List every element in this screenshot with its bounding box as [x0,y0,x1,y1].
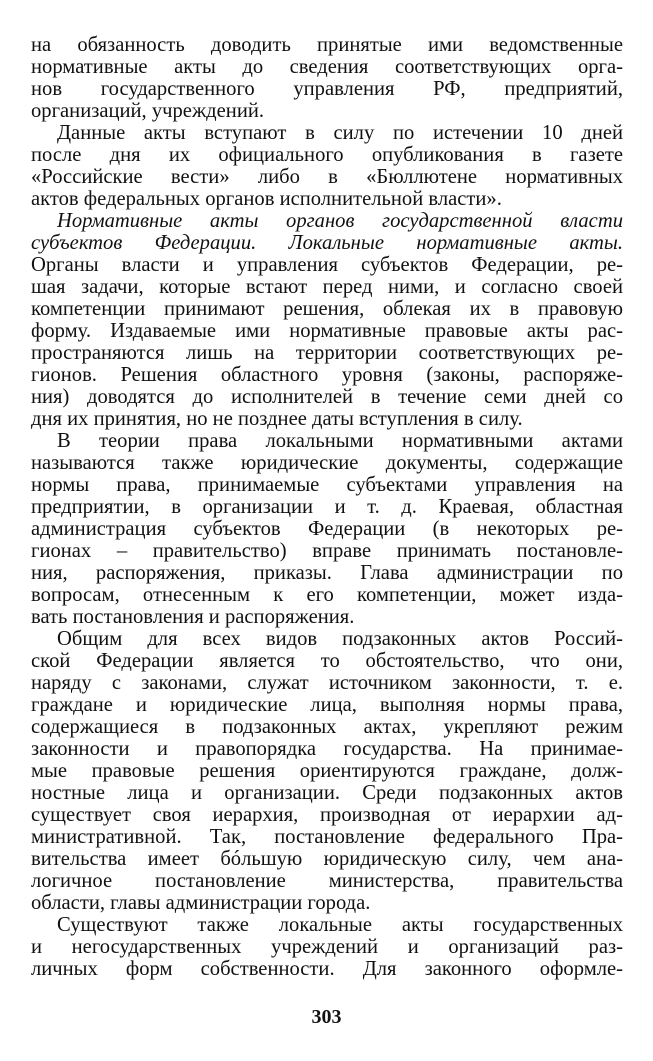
paragraph [31,122,623,210]
text-line: пространяются лишь на территории соответствующих ре- [31,342,623,364]
text-line: вать постановления и распоряжения. [31,606,355,628]
text-line: форму. Издаваемые ими нормативные правовые акты рас- [31,320,623,342]
text-line: министративной. Так, постановление федерального Пра- [31,826,623,848]
text-line: гионах – правительство) вправе принимать постановле- [31,540,623,562]
paragraph [31,430,623,628]
text-line: Органы власти и управления субъектов Федерации, ре- [31,254,623,276]
italic-heading-line: Нормативные акты органов государственной власти [57,210,623,232]
paragraph [31,628,623,914]
text-line: Данные акты вступают в силу по истечении 10 дней [57,122,623,144]
text-line: законности и правопорядка государства. На принимае- [31,738,623,760]
text-line: Общим для всех видов подзаконных актов Россий- [57,628,623,650]
text-line: нормы права, принимаемые субъектами управления на [31,474,623,496]
text-line: ностные лица и организации. Среди подзаконных актов [31,782,623,804]
text-line: наряду с законами, служат источником законности, т. е. [31,672,623,694]
text-line: нормативные акты до сведения соответствующих орга- [31,56,623,78]
text-line: администрация субъектов Федерации (в некоторых ре- [31,518,623,540]
text-line: ской Федерации является то обстоятельство, что они, [31,650,623,672]
text-line: логичное постановление министерства, правительства [31,870,623,892]
text-line: мые правовые решения ориентируются граждане, долж- [31,760,623,782]
text-line: В теории права локальными нормативными актами [57,430,623,452]
paragraph [31,210,623,430]
text-line: на обязанность доводить принятые ими ведомственные [31,34,623,56]
text-line: ния, распоряжения, приказы. Глава администрации по [31,562,623,584]
text-line: организаций, учреждений. [31,100,265,122]
text-line: дня их принятия, но не позднее даты вступления в силу. [31,408,523,430]
italic-heading-line: субъектов Федерации. Локальные нормативные акты. [31,232,623,254]
text-line: компетенции принимают решения, облекая их в правовую [31,298,623,320]
text-line: области, главы администрации города. [31,892,371,914]
text-line: граждане и юридические лица, выполняя нормы права, [31,694,623,716]
text-line: после дня их официального опубликования в газете [31,144,623,166]
text-line: ния) доводятся до исполнителей в течение семи дней со [31,386,623,408]
text-line: актов федеральных органов исполнительной власти». [31,188,502,210]
text-line: Существуют также локальные акты государственных [57,914,623,936]
paragraph [31,914,623,980]
text-line: существует своя иерархия, производная от иерархии ад- [31,804,623,826]
text-line: вительства имеет бóльшую юридическую силу, чем ана- [31,848,623,870]
text-line: называются также юридические документы, содержащие [31,452,623,474]
text-line: вопросам, отнесенным к его компетенции, может изда- [31,584,623,606]
page-number: 303 [311,1006,342,1028]
text-line: «Российские вести» либо в «Бюллютене нормативных [31,166,623,188]
text-line: шая задачи, которые встают перед ними, и согласно своей [31,276,623,298]
text-line: предприятии, в организации и т. д. Краевая, областная [31,496,623,518]
text-line: и негосударственных учреждений и организаций раз- [31,936,623,958]
text-line: гионов. Решения областного уровня (законы, распоряже- [31,364,623,386]
page-body [31,34,623,980]
text-line: личных форм собственности. Для законного оформле- [31,958,623,980]
text-line: содержащиеся в подзаконных актах, укрепляют режим [31,716,623,738]
paragraph [31,34,623,122]
text-line: нов государственного управления РФ, предприятий, [31,78,623,100]
